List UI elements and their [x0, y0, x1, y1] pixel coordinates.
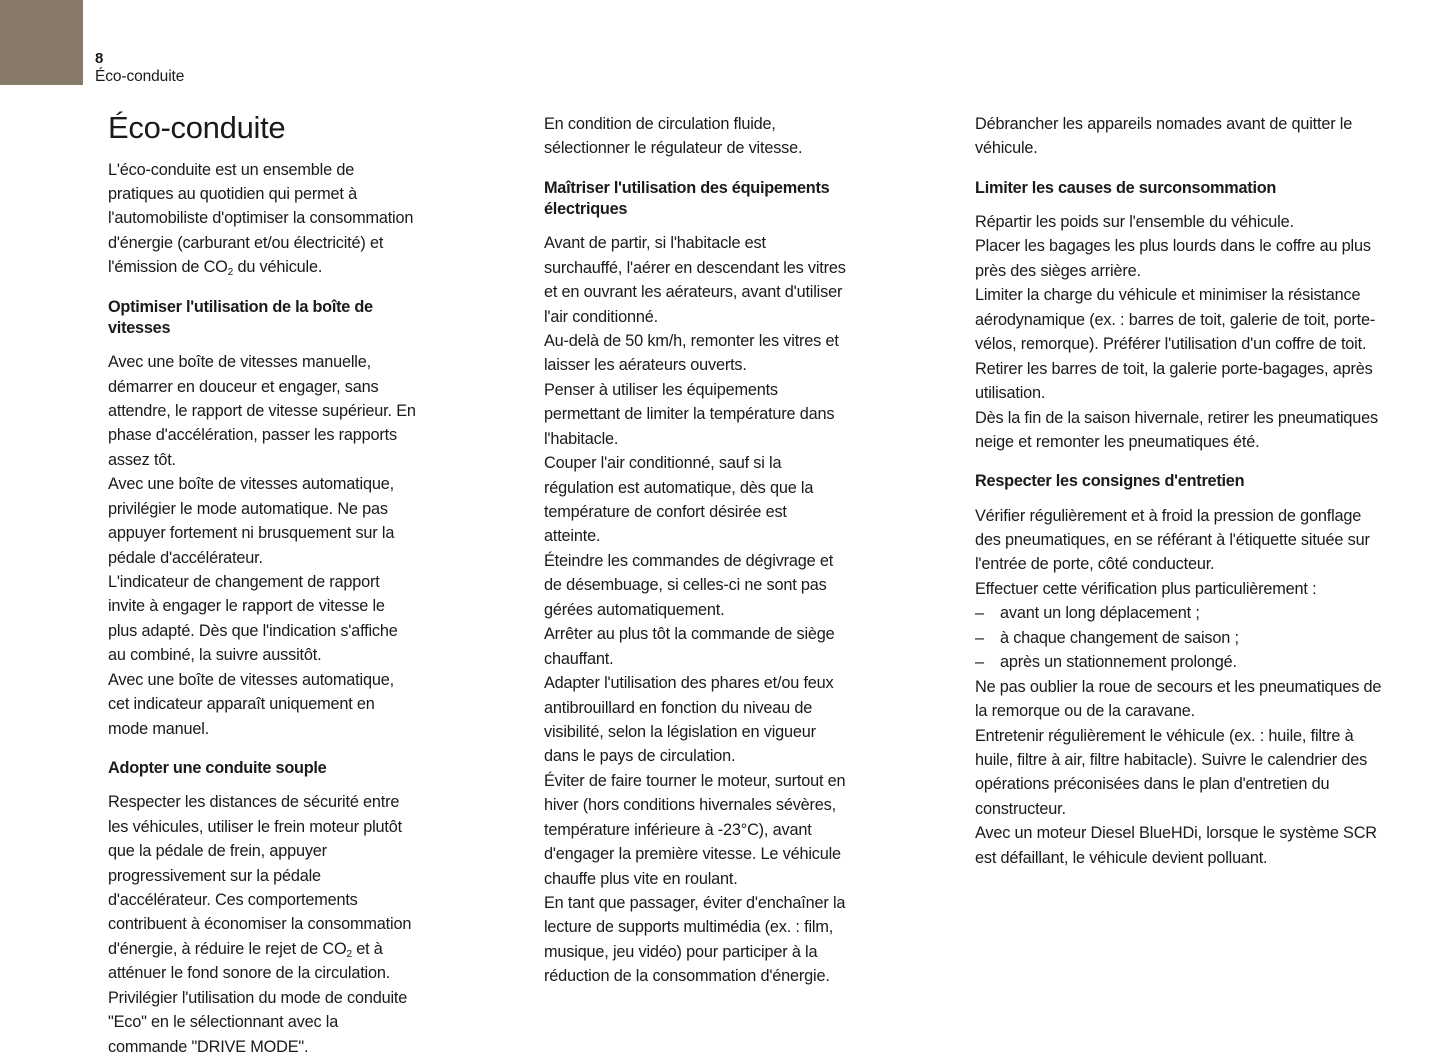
- body-paragraph: Au-delà de 50 km/h, remonter les vitres et laisser les aérateurs ouverts.: [544, 331, 839, 375]
- body-paragraph: Respecter les distances de sécurité entre les véhicules, utiliser le frein moteur plutôt que la pédale de frein, appuyer progressivement sur la pédale d'accélérateur. Ces comportements contribuent à économiser la consommation d'énergie, à réduire le rejet de $CO_2$ et à atténuer le fond sonore de la circulation.: [108, 793, 412, 983]
- subscript: 2: [346, 948, 352, 960]
- body-paragraph: Couper l'air conditionné, sauf si la régulation est automatique, dès que la température de confort désirée est atteinte.: [544, 454, 814, 546]
- body-paragraph: En tant que passager, éviter d'enchaîner la lecture de supports multimédia (ex. : film, musique, jeu vidéo) pour participer à la réduction de la consommation d'énergie.: [544, 894, 846, 986]
- body-paragraph: L'indicateur de changement de rapport invite à engager le rapport de vitesse le plus adapté. Dès que l'indication s'affiche au combiné, la suivre aussitôt.: [108, 573, 398, 665]
- text-column-2: [440, 112, 870, 989]
- body-paragraph: Limiter la charge du véhicule et minimiser la résistance aérodynamique (ex. : barres de toit, galerie de toit, porte-vélos, remorque). Préférer l'utilisation d'un coffre de toit.: [975, 286, 1376, 354]
- page-number: 8: [95, 50, 104, 67]
- subscript: 2: [227, 267, 234, 279]
- dash-list: [975, 601, 1383, 674]
- body-paragraph: Arrêter au plus tôt la commande de siège chauffant.: [544, 625, 835, 668]
- running-head: [95, 50, 184, 86]
- body-paragraph: Avec une boîte de vitesses manuelle, démarrer en douceur et engager, sans attendre, le rapport de vitesse supérieur. En phase d'accélération, passer les rapports assez tôt.: [108, 353, 416, 469]
- body-paragraph: Avant de partir, si l'habitacle est surchauffé, l'aérer en descendant les vitres et en ouvrant les aérateurs, avant d'utiliser l'air conditionné.: [544, 234, 846, 326]
- body-paragraph: Débrancher les appareils nomades avant de quitter le véhicule.: [975, 115, 1353, 158]
- body-paragraph: Effectuer cette vérification plus particulièrement :: [975, 579, 1317, 598]
- body-paragraph: Dès la fin de la saison hivernale, retirer les pneumatiques neige et remonter les pneumatiques été.: [975, 408, 1378, 451]
- dash-marker-icon: –: [975, 604, 984, 623]
- section-heading: Optimiser l'utilisation de la boîte de vitesses: [108, 297, 373, 337]
- header-section-title: Éco-conduite: [95, 67, 185, 85]
- page-columns: [0, 110, 1445, 1056]
- section-heading: Maîtriser l'utilisation des équipements électriques: [544, 178, 830, 219]
- body-paragraph: Répartir les poids sur l'ensemble du véhicule.: [975, 213, 1294, 232]
- body-paragraph: Placer les bagages les plus lourds dans le coffre au plus près des sièges arrière.: [975, 237, 1371, 280]
- body-paragraph: Retirer les barres de toit, la galerie porte-bagages, après utilisation.: [975, 359, 1373, 403]
- body-paragraph: Adapter l'utilisation des phares et/ou feux antibrouillard en fonction du niveau de visibilité, selon la législation en vigueur dans le pays de circulation.: [544, 674, 834, 766]
- body-paragraph: Privilégier l'utilisation du mode de conduite "Eco" en le sélectionnant avec la commande "DRIVE MODE".: [108, 988, 408, 1056]
- body-paragraph: Éviter de faire tourner le moteur, surtout en hiver (hors conditions hivernales sévères, température inférieure à -23°C), avant d'engager la première vitesse. Le véhicule chauffe plus vite en roulant.: [544, 771, 846, 888]
- body-paragraph: Avec une boîte de vitesses automatique, cet indicateur apparaît uniquement en mode manuel.: [108, 670, 394, 738]
- body-paragraph: Avec une boîte de vitesses automatique, privilégier le mode automatique. Ne pas appuyer fortement ni brusquement sur la pédale d'accélérateur.: [108, 475, 395, 567]
- page-title: Éco-conduite: [108, 110, 286, 145]
- dash-marker-icon: –: [975, 628, 984, 647]
- list-item: – à chaque changement de saison ;: [975, 626, 1383, 650]
- body-paragraph: Éteindre les commandes de dégivrage et de désembuage, si celles-ci ne sont pas gérées automatiquement.: [544, 551, 834, 619]
- section-heading: Limiter les causes de surconsommation: [975, 178, 1277, 197]
- list-item: – avant un long déplacement ;: [975, 601, 1383, 625]
- text-column-3: [870, 112, 1445, 870]
- section-heading: Respecter les consignes d'entretien: [975, 472, 1245, 491]
- dash-marker-icon: –: [975, 653, 984, 672]
- list-item: – après un stationnement prolongé.: [975, 650, 1383, 674]
- body-paragraph: Avec un moteur Diesel BlueHDi, lorsque le système SCR est défaillant, le véhicule devient polluant.: [975, 824, 1377, 867]
- body-paragraph: Ne pas oublier la roue de secours et les pneumatiques de la remorque ou de la caravane.: [975, 677, 1382, 721]
- section-heading: Adopter une conduite souple: [108, 759, 327, 778]
- body-paragraph: Vérifier régulièrement et à froid la pression de gonflage des pneumatiques, en se référant à l'étiquette située sur l'entrée de porte, côté conducteur.: [975, 506, 1370, 574]
- header-color-block: [0, 0, 83, 85]
- body-paragraph: Penser à utiliser les équipements permettant de limiter la température dans l'habitacle.: [544, 380, 835, 448]
- body-paragraph: Entretenir régulièrement le véhicule (ex. : huile, filtre à huile, filtre à air, filtre habitacle). Suivre le calendrier des opérations préconisées dans le plan d'entretien du constructeur.: [975, 726, 1368, 818]
- body-paragraph: En condition de circulation fluide, sélectionner le régulateur de vitesse.: [544, 115, 803, 158]
- text-column-1: [0, 112, 440, 1059]
- body-paragraph: L'éco-conduite est un ensemble de pratiques au quotidien qui permet à l'automobiliste d'optimiser la consommation d'énergie (carburant et/ou électricité) et l'émission de $CO_2$ du véhicule.: [108, 160, 414, 279]
